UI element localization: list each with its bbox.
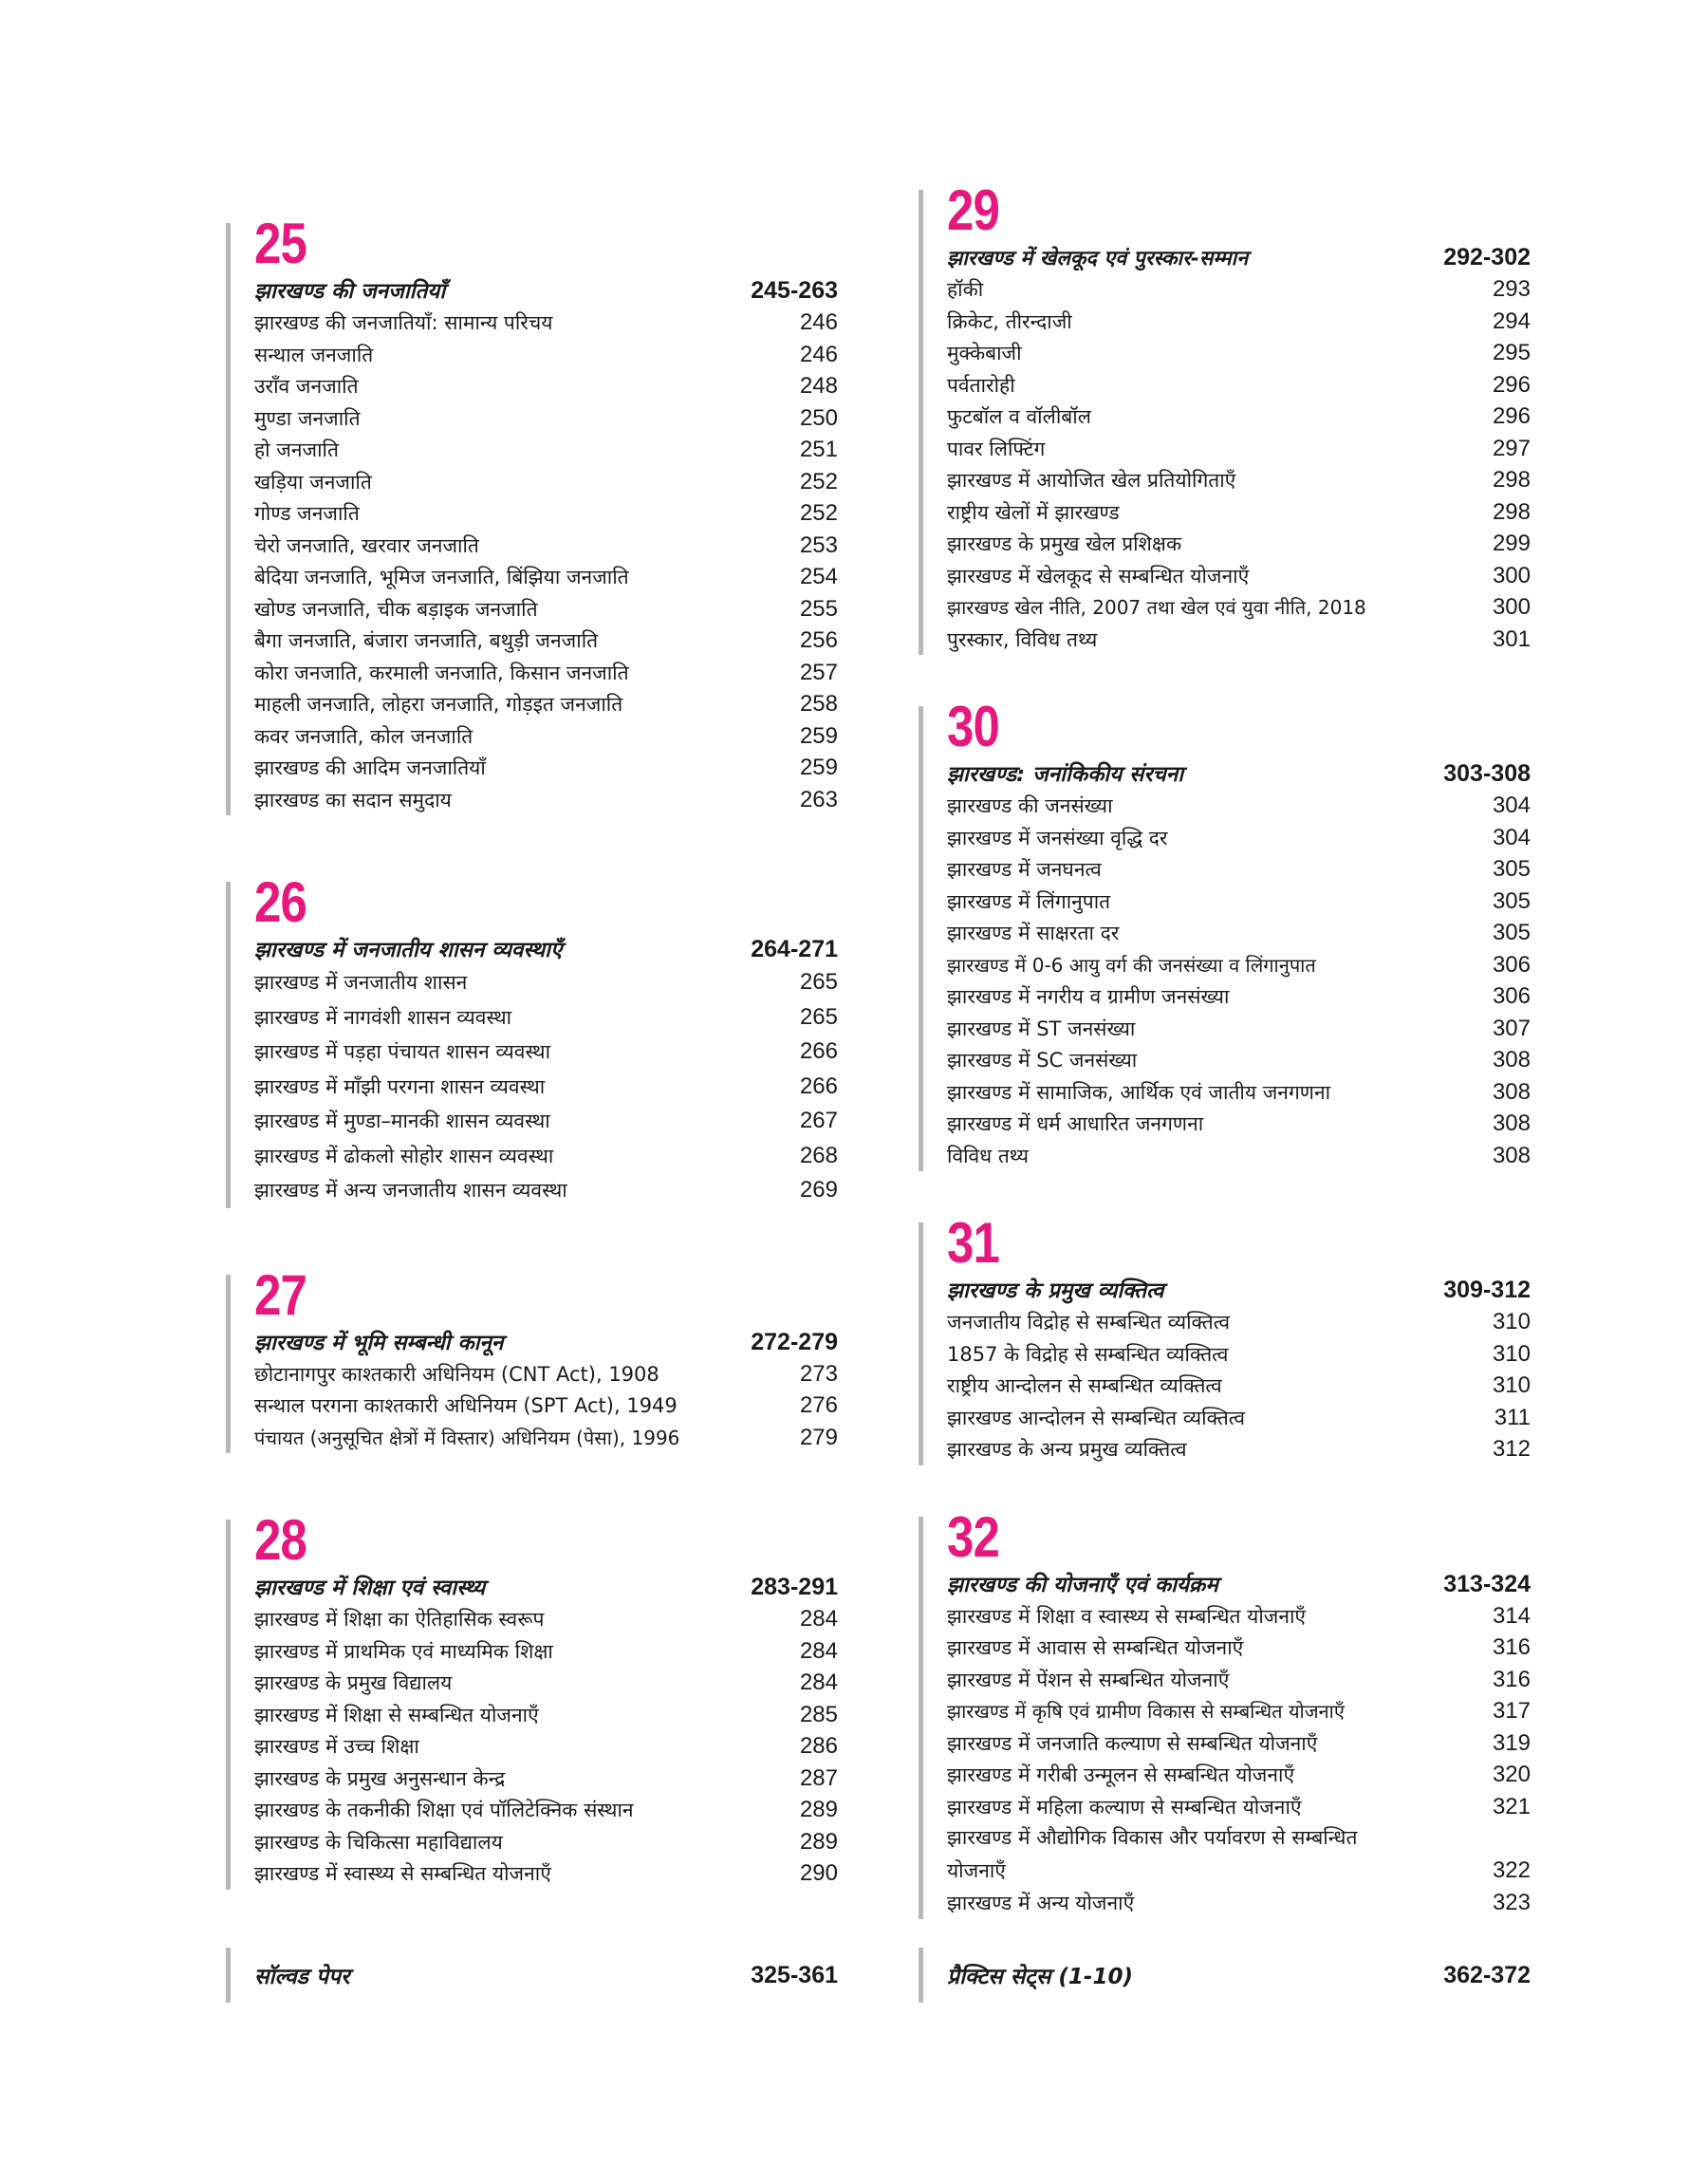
toc-entry[interactable] bbox=[947, 591, 1531, 624]
toc-entry[interactable] bbox=[254, 1857, 838, 1890]
entry-title: झारखण्ड की आदिम जनजातियाँ bbox=[254, 756, 486, 779]
entry-title: झारखण्ड में साक्षरता दर bbox=[947, 922, 1120, 944]
chapter-heading[interactable] bbox=[254, 1571, 838, 1603]
entry-page: 290 bbox=[799, 1860, 838, 1886]
toc-entry[interactable] bbox=[254, 1173, 838, 1208]
chapter-28 bbox=[226, 1510, 838, 1890]
toc-entry[interactable] bbox=[947, 624, 1531, 656]
toc-entry[interactable] bbox=[947, 1822, 1531, 1887]
toc-entry[interactable] bbox=[947, 1044, 1531, 1076]
entry-page: 322 bbox=[1492, 1856, 1531, 1883]
toc-entry[interactable] bbox=[947, 1370, 1531, 1402]
toc-entry[interactable] bbox=[254, 497, 838, 530]
chapter-27 bbox=[226, 1262, 838, 1454]
entry-page: 305 bbox=[1492, 887, 1531, 914]
toc-entry[interactable] bbox=[254, 1794, 838, 1826]
toc-entry[interactable] bbox=[947, 1632, 1531, 1664]
toc-entry[interactable] bbox=[947, 306, 1531, 338]
entry-title: झारखण्ड में अन्य जनजातीय शासन व्यवस्था bbox=[254, 1179, 567, 1202]
entry-title: हो जनजाति bbox=[254, 438, 339, 461]
toc-entry[interactable] bbox=[947, 1759, 1531, 1791]
toc-entry[interactable] bbox=[947, 401, 1531, 433]
entry-page: 276 bbox=[799, 1392, 838, 1418]
entry-page: 284 bbox=[799, 1606, 838, 1632]
chapter-number: 31 bbox=[947, 1211, 1000, 1275]
footer-title: सॉल्वड पेपर bbox=[254, 1965, 350, 1989]
toc-entry[interactable] bbox=[254, 339, 838, 371]
entry-title: पुरस्कार, विविध तथ्य bbox=[947, 627, 1098, 651]
entry-title: झारखण्ड में धर्म आधारित जनगणना bbox=[947, 1112, 1204, 1135]
entry-page: 284 bbox=[799, 1670, 838, 1695]
toc-entry[interactable] bbox=[947, 273, 1531, 306]
toc-entry[interactable] bbox=[254, 1000, 838, 1036]
toc-entry[interactable] bbox=[254, 593, 838, 625]
entry-title: झारखण्ड में जनजातीय शासन bbox=[254, 971, 468, 994]
toc-entry[interactable] bbox=[254, 530, 838, 562]
entry-title: 1857 के विद्रोह से सम्बन्धित व्यक्तित्व bbox=[947, 1342, 1229, 1366]
toc-entry[interactable] bbox=[254, 1763, 838, 1795]
toc-entry[interactable] bbox=[947, 917, 1531, 949]
toc-right-column bbox=[919, 180, 1531, 1919]
chapter-heading[interactable] bbox=[947, 757, 1531, 790]
entry-page: 297 bbox=[1492, 435, 1531, 461]
entry-title: झारखण्ड के प्रमुख खेल प्रशिक्षक bbox=[947, 532, 1182, 555]
entry-title: झारखण्ड में माँझी परगना शासन व्यवस्था bbox=[254, 1074, 546, 1098]
chapter-page-range: 264-271 bbox=[751, 936, 838, 962]
entry-title: झारखण्ड की जनसंख्या bbox=[947, 794, 1113, 817]
entry-title: पर्वतारोही bbox=[947, 373, 1015, 397]
toc-entry[interactable] bbox=[254, 1603, 838, 1635]
entry-title: झारखण्ड में शिक्षा से सम्बन्धित योजनाएँ bbox=[254, 1703, 539, 1726]
chapter-heading[interactable] bbox=[947, 241, 1531, 273]
entry-page: 307 bbox=[1492, 1015, 1531, 1041]
toc-entry[interactable] bbox=[947, 560, 1531, 592]
chapter-page-range: 303-308 bbox=[1443, 760, 1531, 787]
entry-title: झारखण्ड के प्रमुख विद्यालय bbox=[254, 1671, 453, 1694]
toc-entry[interactable] bbox=[947, 1076, 1531, 1109]
entry-page: 246 bbox=[799, 309, 838, 335]
toc-entry[interactable] bbox=[947, 853, 1531, 886]
entry-title: झारखण्ड में ढोकलो सोहोर शासन व्यवस्था bbox=[254, 1144, 554, 1167]
entry-page: 258 bbox=[799, 691, 838, 717]
toc-entry[interactable] bbox=[947, 369, 1531, 401]
entry-page: 267 bbox=[799, 1108, 838, 1133]
chapter-page-range: 245-263 bbox=[751, 277, 838, 304]
entry-title: झारखण्ड का सदान समुदाय bbox=[254, 788, 452, 812]
entry-page: 294 bbox=[1492, 308, 1531, 334]
toc-entry[interactable] bbox=[947, 337, 1531, 369]
entry-page: 306 bbox=[1492, 983, 1531, 1009]
entry-title: छोटानागपुर काश्तकारी अधिनियम (CNT Act), 1908 bbox=[254, 1362, 659, 1386]
toc-entry[interactable] bbox=[254, 1667, 838, 1699]
entry-page: 265 bbox=[799, 1003, 838, 1030]
toc-entry[interactable] bbox=[947, 496, 1531, 529]
entry-page: 304 bbox=[1492, 824, 1531, 850]
entry-page: 304 bbox=[1492, 793, 1531, 818]
entry-page: 295 bbox=[1492, 340, 1531, 365]
toc-entry[interactable] bbox=[254, 466, 838, 498]
toc-entry[interactable] bbox=[947, 1140, 1531, 1172]
toc-entry[interactable] bbox=[947, 1433, 1531, 1465]
chapter-title: झारखण्ड में भूमि सम्बन्धी कानून bbox=[254, 1330, 504, 1355]
toc-entry[interactable] bbox=[947, 1600, 1531, 1633]
entry-title: झारखण्ड में जनजाति कल्याण से सम्बन्धित योजनाएँ bbox=[947, 1731, 1318, 1755]
entry-title: झारखण्ड के अन्य प्रमुख व्यक्तित्व bbox=[947, 1438, 1187, 1461]
entry-page: 298 bbox=[1492, 498, 1531, 525]
entry-page: 305 bbox=[1492, 856, 1531, 882]
toc-entry[interactable] bbox=[254, 1390, 838, 1422]
entry-title: झारखण्ड में पेंशन से सम्बन्धित योजनाएँ bbox=[947, 1668, 1230, 1691]
entry-page: 254 bbox=[799, 564, 838, 589]
chapter-page-range: 272-279 bbox=[751, 1328, 838, 1355]
entry-page: 319 bbox=[1492, 1729, 1531, 1756]
toc-entry[interactable] bbox=[947, 1306, 1531, 1338]
entry-page: 301 bbox=[1492, 625, 1531, 652]
footer-title: प्रैक्टिस सेट्स (1-10) bbox=[947, 1965, 1134, 1989]
entry-title: झारखण्ड में मुण्डा–मानकी शासन व्यवस्था bbox=[254, 1110, 550, 1132]
entry-title-line2: योजनाएँ bbox=[947, 1858, 1006, 1882]
chapter-31 bbox=[919, 1213, 1531, 1465]
chapter-title: झारखण्ड में जनजातीय शासन व्यवस्थाएँ bbox=[254, 938, 563, 962]
entry-page: 268 bbox=[799, 1142, 838, 1168]
toc-entry[interactable] bbox=[947, 1727, 1531, 1760]
chapter-title: झारखण्ड में शिक्षा एवं स्वास्थ्य bbox=[254, 1576, 486, 1600]
entry-title: झारखण्ड खेल नीति, 2007 तथा खेल एवं युवा नीति, 2018 bbox=[947, 596, 1366, 619]
toc-entry[interactable] bbox=[947, 433, 1531, 465]
chapter-26 bbox=[226, 872, 838, 1208]
entry-page: 308 bbox=[1492, 1142, 1531, 1168]
chapter-number: 28 bbox=[254, 1508, 307, 1572]
entry-page: 253 bbox=[799, 532, 838, 558]
entry-page: 310 bbox=[1492, 1372, 1531, 1398]
entry-page: 317 bbox=[1492, 1698, 1531, 1724]
chapter-number: 30 bbox=[947, 695, 1000, 758]
entry-page: 266 bbox=[799, 1038, 838, 1064]
entry-page: 289 bbox=[799, 1828, 838, 1855]
entry-page: 256 bbox=[799, 627, 838, 653]
entry-page: 287 bbox=[799, 1764, 838, 1791]
entry-page: 259 bbox=[799, 722, 838, 749]
entry-title: झारखण्ड में नागवंशी शासन व्यवस्था bbox=[254, 1005, 512, 1029]
entry-title: झारखण्ड में खेलकूद से सम्बन्धित योजनाएँ bbox=[947, 564, 1250, 588]
toc-entry[interactable] bbox=[254, 561, 838, 593]
chapter-heading[interactable] bbox=[254, 933, 838, 965]
entry-title: झारखण्ड में नगरीय व ग्रामीण जनसंख्या bbox=[947, 985, 1230, 1008]
entry-title: पावर लिफ्टिंग bbox=[947, 437, 1046, 460]
entry-page: 306 bbox=[1492, 951, 1531, 978]
toc-entry[interactable] bbox=[947, 949, 1531, 981]
chapter-title: झारखण्ड में खेलकूद एवं पुरस्कार-सम्मान bbox=[947, 247, 1249, 271]
toc-entry[interactable] bbox=[254, 370, 838, 402]
entry-page: 273 bbox=[799, 1360, 838, 1387]
entry-title: बेदिया जनजाति, भूमिज जनजाति, बिंझिया जनजाति bbox=[254, 566, 629, 588]
toc-entry[interactable] bbox=[254, 1358, 838, 1390]
chapter-title: झारखण्ड की जनजातियाँ bbox=[254, 279, 446, 304]
chapter-30 bbox=[919, 697, 1531, 1171]
entry-page: 316 bbox=[1492, 1634, 1531, 1660]
entry-title: झारखण्ड में जनसंख्या वृद्धि दर bbox=[947, 826, 1168, 849]
entry-title: झारखण्ड में जनघनत्व bbox=[947, 858, 1102, 881]
toc-entry[interactable] bbox=[254, 965, 838, 1000]
entry-title: झारखण्ड में लिंगानुपात bbox=[947, 889, 1111, 913]
entry-page: 323 bbox=[1492, 1890, 1531, 1915]
toc-entry[interactable] bbox=[254, 657, 838, 689]
toc-entry[interactable] bbox=[254, 1035, 838, 1070]
toc-entry[interactable] bbox=[947, 790, 1531, 822]
toc-entry[interactable] bbox=[947, 980, 1531, 1013]
entry-title: झारखण्ड की जनजातियाँ: सामान्य परिचय bbox=[254, 311, 553, 334]
toc-entry[interactable] bbox=[947, 886, 1531, 918]
solved-papers-entry[interactable] bbox=[226, 1948, 838, 2003]
toc-entry[interactable] bbox=[947, 1013, 1531, 1045]
chapter-title: झारखण्ड की योजनाएँ एवं कार्यक्रम bbox=[947, 1572, 1218, 1597]
toc-entry[interactable] bbox=[947, 1791, 1531, 1823]
toc-left-column bbox=[226, 214, 838, 1890]
entry-title: झारखण्ड में कृषि एवं ग्रामीण विकास से सम्बन्धित योजनाएँ bbox=[947, 1700, 1345, 1723]
entry-page: 299 bbox=[1492, 531, 1531, 556]
toc-entry[interactable] bbox=[947, 528, 1531, 560]
entry-title: विविध तथ्य bbox=[947, 1144, 1030, 1167]
footer-page-range: 325-361 bbox=[751, 1961, 838, 1988]
entry-title: झारखण्ड में आवास से सम्बन्धित योजनाएँ bbox=[947, 1636, 1244, 1659]
entry-page: 320 bbox=[1492, 1762, 1531, 1787]
entry-title: खोण्ड जनजाति, चीक बड़ाइक जनजाति bbox=[254, 597, 538, 621]
toc-entry[interactable] bbox=[947, 1338, 1531, 1371]
entry-page: 312 bbox=[1492, 1436, 1531, 1462]
entry-page: 266 bbox=[799, 1073, 838, 1099]
toc-entry[interactable] bbox=[254, 1139, 838, 1174]
entry-page: 296 bbox=[1492, 371, 1531, 398]
toc-entry[interactable] bbox=[254, 1635, 838, 1668]
toc-entry[interactable] bbox=[254, 1070, 838, 1105]
entry-page: 314 bbox=[1492, 1602, 1531, 1629]
entry-title: झारखण्ड में अन्य योजनाएँ bbox=[947, 1892, 1135, 1914]
entry-title-line1: झारखण्ड में औद्योगिक विकास और पर्यावरण से सम्बन्धित bbox=[947, 1826, 1358, 1849]
toc-entry[interactable] bbox=[947, 1108, 1531, 1140]
entry-page: 311 bbox=[1494, 1404, 1531, 1430]
toc-entry[interactable] bbox=[947, 1402, 1531, 1434]
entry-title: झारखण्ड में शिक्षा का ऐतिहासिक स्वरूप bbox=[254, 1608, 545, 1631]
entry-title: हॉकी bbox=[947, 278, 984, 301]
toc-entry[interactable] bbox=[254, 1730, 838, 1763]
entry-title: झारखण्ड में ST जनसंख्या bbox=[947, 1017, 1136, 1040]
toc-entry[interactable] bbox=[254, 307, 838, 339]
toc-entry[interactable] bbox=[254, 434, 838, 466]
entry-page: 321 bbox=[1492, 1793, 1531, 1819]
entry-page: 252 bbox=[799, 468, 838, 494]
entry-title: उराँव जनजाति bbox=[254, 375, 359, 398]
entry-title: झारखण्ड में सामाजिक, आर्थिक एवं जातीय जनगणना bbox=[947, 1080, 1331, 1104]
toc-entry[interactable] bbox=[254, 402, 838, 435]
entry-title: झारखण्ड में 0-6 आयु वर्ग की जनसंख्या व लिंगानुपात bbox=[947, 953, 1316, 977]
entry-title: झारखण्ड में पड़हा पंचायत शासन व्यवस्था bbox=[254, 1040, 551, 1063]
entry-page: 259 bbox=[799, 755, 838, 780]
entry-title: राष्ट्रीय आन्दोलन से सम्बन्धित व्यक्तित्व bbox=[947, 1374, 1222, 1397]
chapter-page-range: 309-312 bbox=[1443, 1277, 1531, 1303]
entry-page: 269 bbox=[799, 1177, 838, 1203]
toc-entry[interactable] bbox=[947, 822, 1531, 854]
chapter-page-range: 292-302 bbox=[1443, 244, 1531, 271]
entry-title: सन्थाल परगना काश्तकारी अधिनियम (SPT Act), 1949 bbox=[254, 1394, 678, 1417]
entry-title: कोरा जनजाति, करमाली जनजाति, किसान जनजाति bbox=[254, 661, 629, 684]
toc-entry[interactable] bbox=[254, 1699, 838, 1731]
entry-title: झारखण्ड में उच्च शिक्षा bbox=[254, 1735, 419, 1758]
entry-title: मुण्डा जनजाति bbox=[254, 406, 361, 430]
entry-page: 296 bbox=[1492, 403, 1531, 429]
toc-entry[interactable] bbox=[947, 1664, 1531, 1696]
entry-page: 251 bbox=[799, 437, 838, 462]
entry-title: झारखण्ड में स्वास्थ्य से सम्बन्धित योजनाएँ bbox=[254, 1862, 551, 1885]
chapter-32 bbox=[919, 1504, 1531, 1919]
entry-page: 257 bbox=[799, 659, 838, 685]
entry-title: झारखण्ड के प्रमुख अनुसन्धान केन्द्र bbox=[254, 1766, 506, 1790]
chapter-number: 27 bbox=[254, 1262, 307, 1327]
chapter-number: 32 bbox=[947, 1504, 1000, 1569]
entry-page: 316 bbox=[1492, 1666, 1531, 1692]
entry-page: 300 bbox=[1492, 562, 1531, 588]
chapter-29 bbox=[919, 180, 1531, 655]
chapter-heading[interactable] bbox=[254, 1326, 838, 1358]
entry-page: 289 bbox=[799, 1797, 838, 1822]
chapter-page-range: 283-291 bbox=[751, 1574, 838, 1600]
chapter-number: 25 bbox=[254, 212, 307, 275]
entry-title: झारखण्ड में गरीबी उन्मूलन से सम्बन्धित योजनाएँ bbox=[947, 1763, 1295, 1786]
chapter-number: 29 bbox=[947, 178, 1000, 242]
footer-page-range: 362-372 bbox=[1443, 1961, 1531, 1988]
entry-page: 279 bbox=[799, 1424, 838, 1450]
toc-entry[interactable] bbox=[947, 1695, 1531, 1727]
toc-entry[interactable] bbox=[254, 1422, 838, 1454]
entry-page: 308 bbox=[1492, 1047, 1531, 1073]
entry-title: कवर जनजाति, कोल जनजाति bbox=[254, 724, 473, 748]
chapter-page-range: 313-324 bbox=[1443, 1570, 1531, 1597]
entry-page: 250 bbox=[799, 404, 838, 431]
entry-page: 300 bbox=[1492, 594, 1531, 620]
entry-page: 285 bbox=[799, 1701, 838, 1727]
toc-entry[interactable] bbox=[254, 752, 838, 784]
chapter-number: 26 bbox=[254, 870, 307, 934]
entry-title: झारखण्ड में महिला कल्याण से सम्बन्धित योजनाएँ bbox=[947, 1795, 1302, 1819]
entry-title: झारखण्ड आन्दोलन से सम्बन्धित व्यक्तित्व bbox=[947, 1406, 1246, 1429]
entry-title: झारखण्ड में आयोजित खेल प्रतियोगिताएँ bbox=[947, 469, 1236, 492]
chapter-heading[interactable] bbox=[947, 1274, 1531, 1306]
entry-title: राष्ट्रीय खेलों में झारखण्ड bbox=[947, 500, 1120, 524]
entry-page: 255 bbox=[799, 595, 838, 622]
entry-page: 286 bbox=[799, 1733, 838, 1759]
entry-title: फुटबॉल व वॉलीबॉल bbox=[947, 405, 1091, 428]
entry-title: झारखण्ड में प्राथमिक एवं माध्यमिक शिक्षा bbox=[254, 1639, 553, 1663]
entry-page: 305 bbox=[1492, 920, 1531, 945]
chapter-title: झारखण्ड के प्रमुख व्यक्तित्व bbox=[947, 1278, 1164, 1303]
entry-page: 293 bbox=[1492, 276, 1531, 302]
entry-title: क्रिकेट, तीरन्दाजी bbox=[947, 309, 1072, 333]
toc-entry[interactable] bbox=[254, 720, 838, 753]
entry-title: खड़िया जनजाति bbox=[254, 470, 372, 494]
entry-title: मुक्केबाजी bbox=[947, 342, 1022, 364]
entry-page: 310 bbox=[1492, 1309, 1531, 1334]
toc-entry[interactable] bbox=[254, 688, 838, 720]
entry-page: 298 bbox=[1492, 467, 1531, 493]
chapter-heading[interactable] bbox=[254, 274, 838, 307]
toc-entry[interactable] bbox=[947, 1887, 1531, 1919]
chapter-title: झारखण्ड: जनांकिकीय संरचना bbox=[947, 762, 1184, 787]
toc-entry[interactable] bbox=[254, 1104, 838, 1139]
entry-title: झारखण्ड में शिक्षा व स्वास्थ्य से सम्बन्धित योजनाएँ bbox=[947, 1604, 1307, 1628]
entry-title: जनजातीय विद्रोह से सम्बन्धित व्यक्तित्व bbox=[947, 1311, 1231, 1334]
practice-sets-entry[interactable] bbox=[919, 1948, 1531, 2003]
toc-entry[interactable] bbox=[947, 464, 1531, 496]
entry-page: 252 bbox=[799, 500, 838, 526]
entry-page: 246 bbox=[799, 341, 838, 367]
chapter-heading[interactable] bbox=[947, 1568, 1531, 1600]
entry-title: पंचायत (अनुसूचित क्षेत्रों में विस्तार) अधिनियम (पेसा), 1996 bbox=[254, 1426, 680, 1449]
entry-title: झारखण्ड के तकनीकी शिक्षा एवं पॉलिटेक्निक संस्थान bbox=[254, 1799, 634, 1821]
entry-page: 284 bbox=[799, 1637, 838, 1664]
entry-title: माहली जनजाति, लोहरा जनजाति, गोड़इत जनजाति bbox=[254, 693, 623, 716]
entry-page: 265 bbox=[799, 969, 838, 995]
toc-entry[interactable] bbox=[254, 1826, 838, 1858]
entry-title: झारखण्ड के चिकित्सा महाविद्यालय bbox=[254, 1830, 503, 1854]
entry-title: झारखण्ड में SC जनसंख्या bbox=[947, 1049, 1138, 1072]
entry-title: चेरो जनजाति, खरवार जनजाति bbox=[254, 533, 479, 557]
entry-page: 308 bbox=[1492, 1078, 1531, 1105]
entry-page: 310 bbox=[1492, 1340, 1531, 1367]
entry-page: 263 bbox=[799, 786, 838, 812]
chapter-25 bbox=[226, 214, 838, 815]
entry-page: 308 bbox=[1492, 1110, 1531, 1136]
entry-page: 248 bbox=[799, 373, 838, 399]
toc-entry[interactable] bbox=[254, 625, 838, 657]
entry-title: गोण्ड जनजाति bbox=[254, 502, 360, 525]
toc-entry[interactable] bbox=[254, 784, 838, 816]
entry-title: सन्थाल जनजाति bbox=[254, 343, 374, 366]
entry-title: बैगा जनजाति, बंजारा जनजाति, बथुड़ी जनजाति bbox=[254, 629, 599, 652]
